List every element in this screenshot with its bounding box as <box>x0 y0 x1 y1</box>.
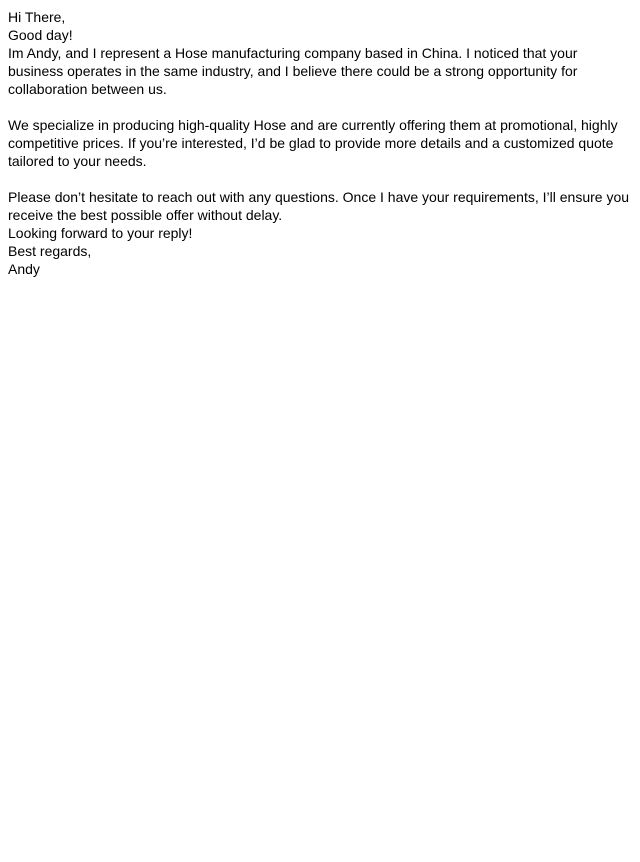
blank-line <box>8 98 632 116</box>
salutation-line: Good day! <box>8 27 73 43</box>
intro-paragraph: Im Andy, and I represent a Hose manufacturing company based in China. I noticed that your business operates in the same industry, and I believe there could be a strong opportunity for collaboration between us. <box>8 45 582 97</box>
offer-paragraph: We specialize in producing high-quality Hose and are currently offering them at promotional, highly competitive prices. If you’re interested, I’d be glad to provide more details and a customized quote tailored to your needs. <box>8 117 622 169</box>
signature-name: Andy <box>8 261 40 277</box>
closing-paragraph: Please don’t hesitate to reach out with any questions. Once I have your requirements, I’ll ensure you receive the best possible offer without delay. <box>8 189 633 223</box>
greeting-line: Hi There, <box>8 9 66 25</box>
email-body <box>8 8 632 278</box>
blank-line <box>8 170 632 188</box>
reply-request-line: Looking forward to your reply! <box>8 225 193 241</box>
signoff-line: Best regards, <box>8 243 92 259</box>
